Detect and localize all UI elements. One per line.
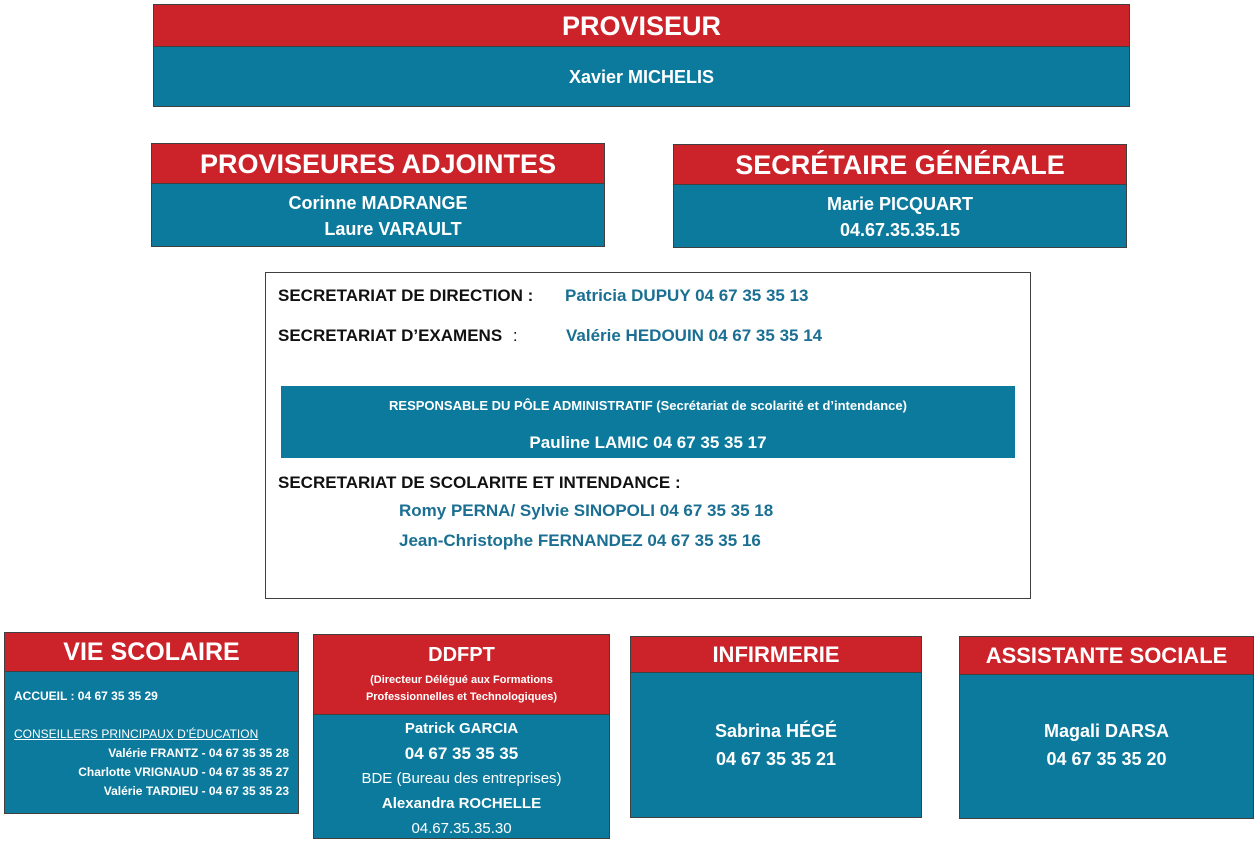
proviseur-title: PROVISEUR (154, 5, 1129, 47)
adjointe-name-1: Corinne MADRANGE (288, 193, 468, 213)
ddfpt-bde: BDE (Bureau des entreprises) (361, 770, 562, 787)
assistante-sociale-phone: 04 67 35 35 20 (1046, 749, 1167, 769)
examens-label: SECRETARIAT D’EXAMENS (278, 326, 503, 345)
assistante-sociale-name: Magali DARSA (1043, 721, 1169, 741)
ddfpt-subtitle-2: Professionnelles et Technologiques) (365, 691, 558, 703)
ddfpt-body (314, 715, 609, 839)
adjointes-box (151, 143, 605, 247)
examens-value: Valérie HEDOUIN 04 67 35 35 14 (566, 326, 823, 345)
vie-scolaire-body (5, 672, 298, 814)
ddfpt-title: DDFPT (428, 644, 495, 666)
secretaire-generale-box (673, 144, 1127, 248)
secretaire-generale-phone: 04.67.35.35.15 (839, 220, 961, 240)
adjointe-name-2: Laure VARAULT (324, 219, 462, 239)
assistante-sociale-body (960, 675, 1253, 819)
infirmerie-box (630, 636, 922, 818)
assistante-sociale-title: ASSISTANTE SOCIALE (960, 637, 1253, 675)
adjointes-title: PROVISEURES ADJOINTES (152, 144, 604, 184)
adjointes-names (152, 184, 604, 247)
assistante-sociale-box (959, 636, 1254, 819)
direction-label: SECRETARIAT DE DIRECTION : (278, 286, 534, 305)
direction-value: Patricia DUPUY 04 67 35 35 13 (565, 286, 809, 305)
cpe-3: Valérie TARDIEU - 04 67 35 35 23 (103, 784, 289, 798)
cpe-label: CONSEILLERS PRINCIPAUX D’ÉDUCATION (14, 727, 259, 741)
ddfpt-box (313, 634, 610, 839)
infirmerie-name: Sabrina HÉGÉ (714, 721, 838, 741)
secretaire-generale-body (674, 185, 1126, 248)
examens-row (278, 326, 518, 346)
secretariat-box (265, 272, 1031, 599)
examens-colon: : (512, 326, 518, 345)
ddfpt-name: Patrick GARCIA (404, 720, 519, 737)
secretaire-generale-title: SECRÉTAIRE GÉNÉRALE (674, 145, 1126, 185)
infirmerie-title: INFIRMERIE (631, 637, 921, 673)
scolarite-label: SECRETARIAT DE SCOLARITE ET INTENDANCE : (278, 473, 681, 492)
infirmerie-body (631, 673, 921, 818)
scolarite-line-1: Romy PERNA/ Sylvie SINOPOLI 04 67 35 35 18 (399, 501, 774, 520)
direction-row (278, 286, 533, 306)
accueil-phone: ACCUEIL : 04 67 35 35 29 (14, 689, 158, 703)
ddfpt-subtitle-1: (Directeur Délégué aux Formations (370, 674, 553, 686)
pole-administratif-box (281, 386, 1015, 458)
vie-scolaire-box (4, 632, 299, 814)
pole-title-line (281, 398, 1015, 413)
secretaire-generale-name: Marie PICQUART (826, 194, 974, 214)
ddfpt-bde-name: Alexandra ROCHELLE (381, 795, 542, 812)
pole-subtitle: (Secrétariat de scolarité et d’intendance) (652, 398, 907, 413)
ddfpt-bde-phone: 04.67.35.35.30 (411, 820, 512, 837)
ddfpt-header (314, 635, 609, 715)
infirmerie-phone: 04 67 35 35 21 (715, 749, 837, 769)
vie-scolaire-title: VIE SCOLAIRE (5, 633, 298, 672)
scolarite-line-2: Jean-Christophe FERNANDEZ 04 67 35 35 16 (399, 531, 761, 550)
proviseur-name: Xavier MICHELIS (154, 47, 1129, 107)
pole-title: RESPONSABLE DU PÔLE ADMINISTRATIF (389, 398, 653, 413)
cpe-1: Valérie FRANTZ - 04 67 35 35 28 (108, 746, 289, 760)
cpe-2: Charlotte VRIGNAUD - 04 67 35 35 27 (78, 765, 289, 779)
ddfpt-phone: 04 67 35 35 35 (404, 744, 519, 763)
proviseur-box (153, 4, 1130, 107)
pole-name: Pauline LAMIC 04 67 35 35 17 (529, 433, 767, 452)
